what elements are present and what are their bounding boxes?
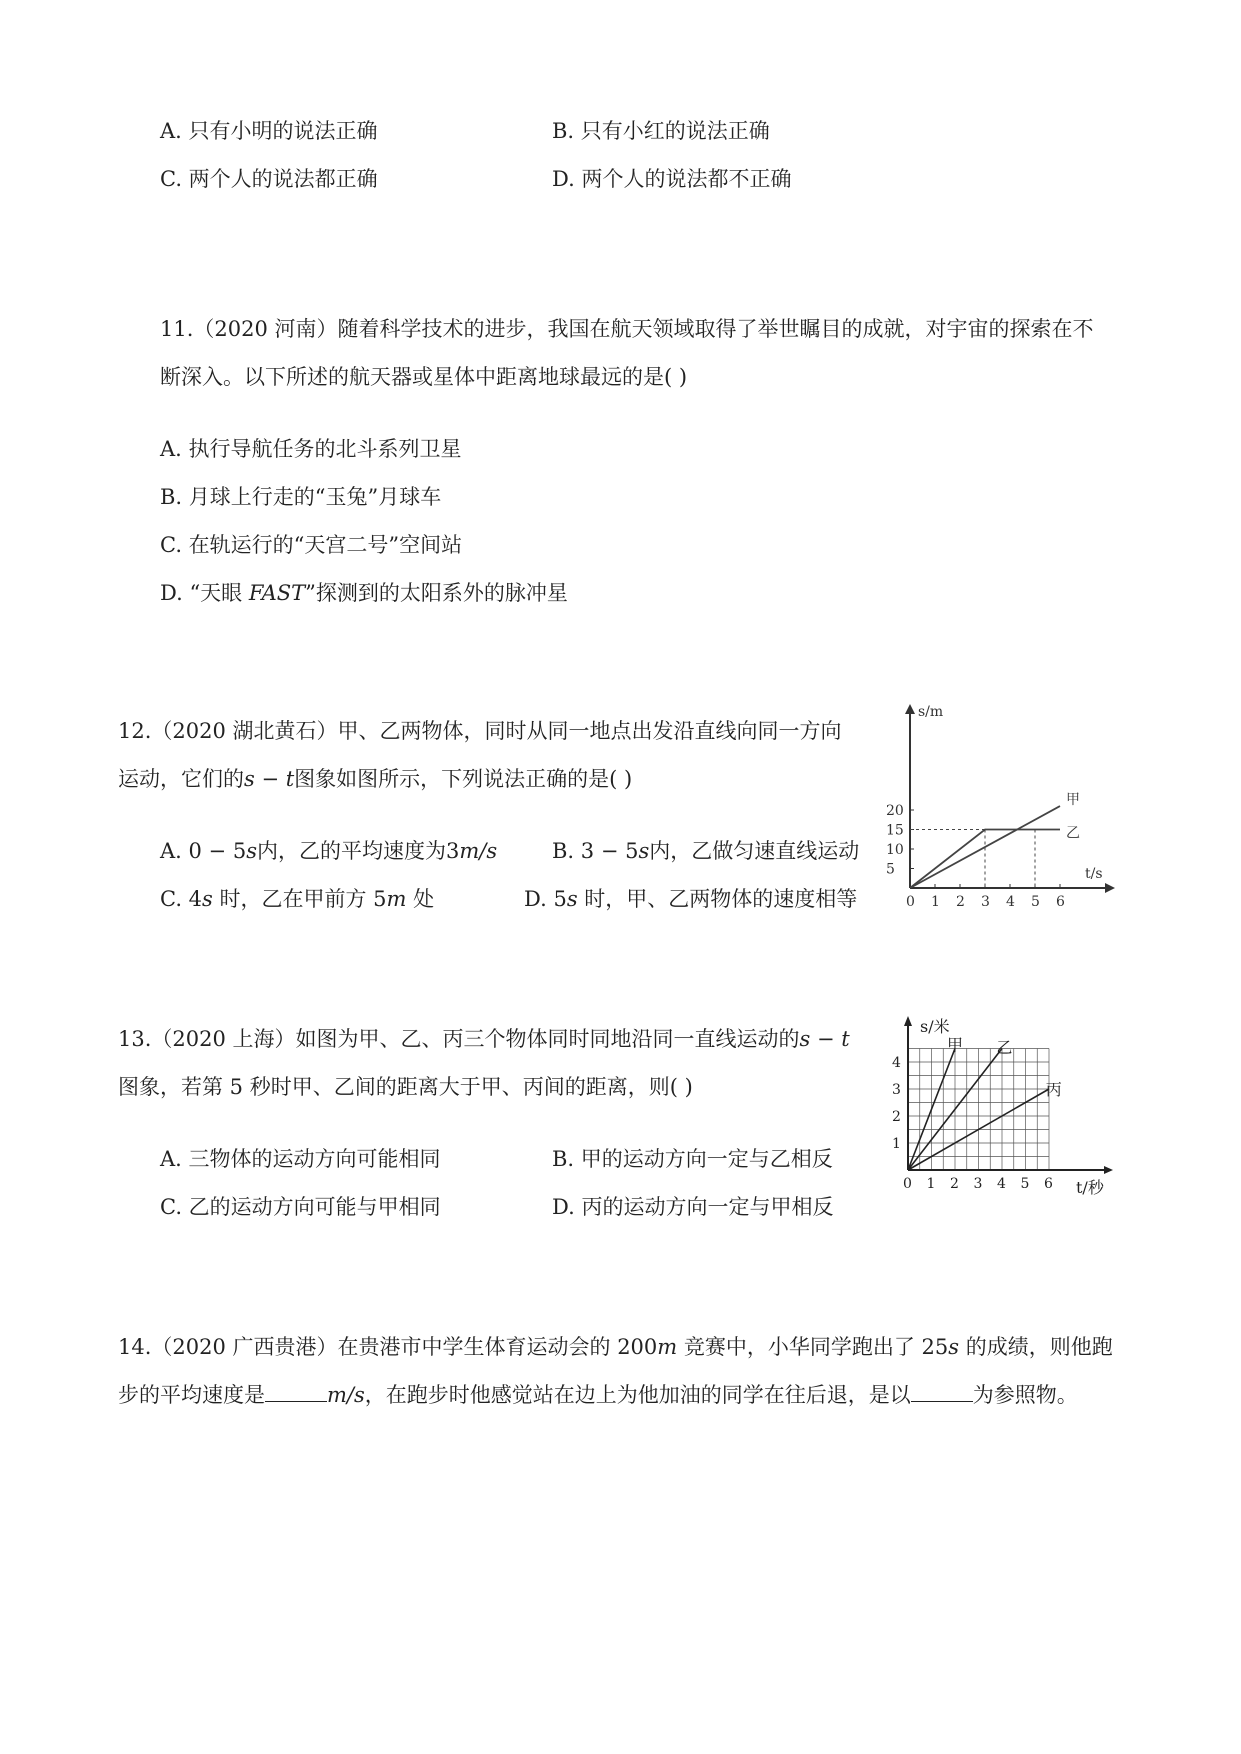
q11-option-d-post: ”探测到的太阳系外的脉冲星 bbox=[305, 581, 568, 605]
q12-a-s: s bbox=[246, 839, 257, 863]
q11-stem-line1: 11.（2020 河南）随着科学技术的进步，我国在航天领域取得了举世瞩目的成就，对宇宙的探索在不 bbox=[160, 317, 1094, 341]
q14-line2-post: 为参照物。 bbox=[972, 1383, 1078, 1407]
q12-a-unit: m/s bbox=[459, 839, 498, 863]
q10-option-c: C. 两个人的说法都正确 bbox=[160, 167, 378, 191]
x-tick-label: 5 bbox=[1031, 894, 1040, 910]
q12-c-m: m bbox=[386, 887, 407, 911]
x-tick-label: 4 bbox=[997, 1176, 1006, 1192]
q12-a-pre: A. 0 − 5 bbox=[160, 839, 247, 863]
q12-c-s: s bbox=[202, 887, 213, 911]
y-tick-label: 2 bbox=[892, 1109, 901, 1125]
q11-stem-line2: 断深入。以下所述的航天器或星体中距离地球最远的是( ) bbox=[160, 365, 688, 389]
q12-a-mid: 内，乙的平均速度为3 bbox=[256, 839, 460, 863]
q12-d-pre: D. 5 bbox=[524, 887, 567, 911]
q12-b-pre: B. 3 − 5 bbox=[552, 839, 639, 863]
series-line-0 bbox=[910, 806, 1060, 888]
q12-stem-post: 图象如图所示，下列说法正确的是( ) bbox=[294, 767, 633, 791]
x-tick-label: 1 bbox=[926, 1176, 936, 1192]
q11-option-d bbox=[160, 577, 568, 607]
q10-option-a: A. 只有小明的说法正确 bbox=[160, 119, 378, 143]
q14-stem-line1 bbox=[118, 1331, 1113, 1361]
q10-option-b: B. 只有小红的说法正确 bbox=[552, 119, 770, 143]
x-tick-label: 4 bbox=[1006, 894, 1015, 910]
q12-stem-st: s − t bbox=[244, 767, 295, 791]
x-tick-label: 0 bbox=[903, 1176, 912, 1192]
x-axis-arrow bbox=[1105, 883, 1115, 893]
q12-c-post: 处 bbox=[406, 887, 435, 911]
x-tick-label: 1 bbox=[931, 894, 940, 910]
x-tick-label: 0 bbox=[906, 894, 915, 910]
q13-option-b: B. 甲的运动方向一定与乙相反 bbox=[552, 1147, 833, 1171]
y-tick-label: 20 bbox=[886, 803, 904, 819]
x-tick-label: 2 bbox=[956, 894, 965, 910]
x-tick-label: 5 bbox=[1020, 1176, 1030, 1192]
q11-option-a: A. 执行导航任务的北斗系列卫星 bbox=[160, 437, 462, 461]
y-axis-arrow bbox=[905, 704, 915, 714]
x-tick-label: 2 bbox=[950, 1176, 959, 1192]
q11-option-d-fast: FAST bbox=[248, 581, 306, 605]
series-label-2: 丙 bbox=[1045, 1080, 1062, 1099]
x-tick-label: 3 bbox=[973, 1176, 983, 1192]
y-axis-label: s/米 bbox=[920, 1017, 950, 1036]
y-tick-label: 5 bbox=[886, 861, 895, 878]
q12-option-c bbox=[160, 883, 434, 913]
y-tick-label: 1 bbox=[892, 1136, 901, 1152]
q13-option-c: C. 乙的运动方向可能与甲相同 bbox=[160, 1195, 441, 1219]
q11-option-c: C. 在轨运行的“天宫二号”空间站 bbox=[160, 533, 463, 557]
answer-blank-reference[interactable] bbox=[911, 1381, 973, 1402]
x-axis-label: t/秒 bbox=[1076, 1178, 1104, 1197]
q13-st-chart bbox=[880, 1010, 1120, 1210]
y-axis-label: s/m bbox=[918, 704, 944, 720]
q14-pre: 14.（2020 广西贵港）在贵港市中学生体育运动会的 200 bbox=[118, 1335, 658, 1359]
q12-c-pre: C. 4 bbox=[160, 887, 203, 911]
q14-line2-pre: 步的平均速度是 bbox=[118, 1383, 265, 1407]
q13-option-d: D. 丙的运动方向一定与甲相反 bbox=[552, 1195, 834, 1219]
y-tick-label: 3 bbox=[892, 1082, 901, 1098]
y-tick-label: 4 bbox=[892, 1055, 901, 1071]
q12-d-s: s bbox=[566, 887, 578, 911]
x-axis-label: t/s bbox=[1085, 866, 1103, 882]
q12-stem-pre: 运动，它们的 bbox=[118, 767, 244, 791]
q13-stem-pre: 13.（2020 上海）如图为甲、乙、丙三个物体同时同地沿同一直线运动的 bbox=[118, 1027, 800, 1051]
q10-option-d: D. 两个人的说法都不正确 bbox=[552, 167, 792, 191]
x-axis-arrow bbox=[1104, 1166, 1113, 1174]
y-tick-label: 10 bbox=[886, 842, 904, 858]
series-label-1: 乙 bbox=[996, 1038, 1013, 1058]
q12-option-d bbox=[524, 883, 857, 913]
q13-option-a: A. 三物体的运动方向可能相同 bbox=[160, 1147, 441, 1171]
q12-stem-line1: 12.（2020 湖北黄石）甲、乙两物体，同时从同一地点出发沿直线向同一方向 bbox=[118, 719, 842, 743]
series-label-1: 乙 bbox=[1066, 825, 1080, 842]
q14-s: s bbox=[948, 1335, 960, 1359]
q13-stem-st: s − t bbox=[799, 1027, 850, 1051]
q12-b-s: s bbox=[638, 839, 650, 863]
q12-stem-line2 bbox=[118, 763, 632, 793]
q14-mid: 竞赛中，小华同学跑出了 25 bbox=[677, 1335, 949, 1359]
q12-b-post: 内，乙做匀速直线运动 bbox=[649, 839, 860, 863]
x-tick-label: 6 bbox=[1056, 894, 1065, 910]
y-axis-arrow bbox=[904, 1016, 912, 1026]
series-label-0: 甲 bbox=[947, 1035, 964, 1055]
q14-line2-mid: ，在跑步时他感觉站在边上为他加油的同学在往后退，是以 bbox=[364, 1383, 911, 1407]
q12-st-chart bbox=[870, 700, 1120, 910]
q12-option-b bbox=[552, 835, 859, 865]
q13-stem-line1 bbox=[118, 1023, 850, 1053]
q13-stem-line2: 图象，若第 5 秒时甲、乙间的距离大于甲、丙间的距离，则( ) bbox=[118, 1075, 693, 1099]
q11-option-b: B. 月球上行走的“玉兔”月球车 bbox=[160, 485, 442, 509]
series-label-0: 甲 bbox=[1066, 792, 1080, 809]
q14-unit: m/s bbox=[327, 1383, 365, 1407]
q11-option-d-pre: D. “天眼 bbox=[160, 581, 249, 605]
x-tick-label: 6 bbox=[1044, 1176, 1053, 1192]
q12-d-post: 时，甲、乙两物体的速度相等 bbox=[577, 887, 858, 911]
y-tick-label: 15 bbox=[886, 822, 904, 839]
q12-c-mid: 时，乙在甲前方 5 bbox=[212, 887, 387, 911]
q14-m: m bbox=[657, 1335, 678, 1359]
q14-stem-line2 bbox=[118, 1379, 1078, 1409]
q12-option-a bbox=[160, 835, 497, 865]
answer-blank-speed[interactable] bbox=[265, 1381, 327, 1402]
q14-post: 的成绩，则他跑 bbox=[959, 1335, 1113, 1359]
x-tick-label: 3 bbox=[981, 894, 990, 910]
